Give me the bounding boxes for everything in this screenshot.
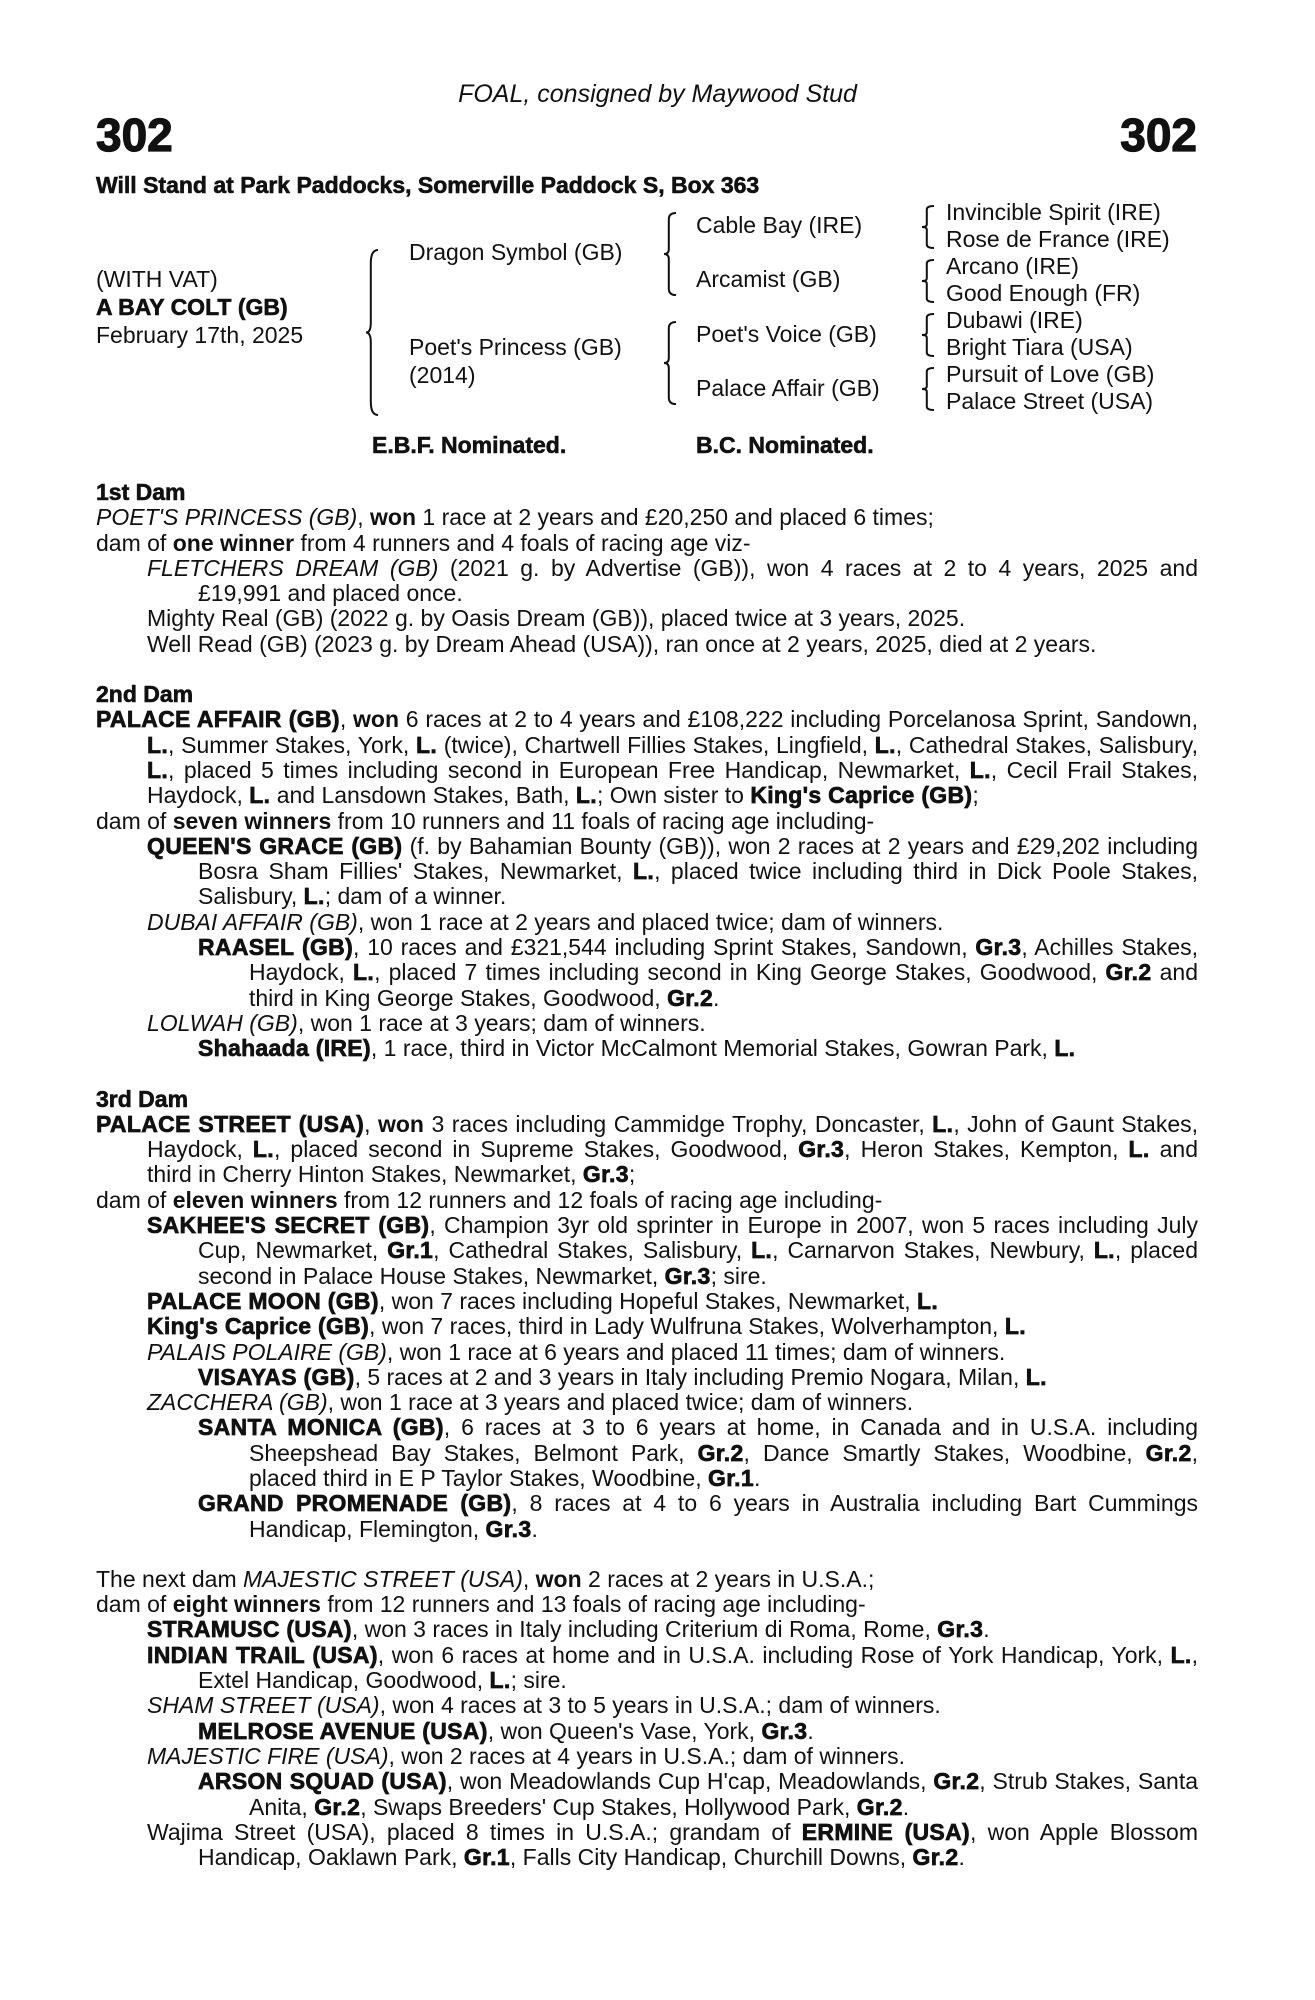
text-run: from 4 runners and 4 foals of racing age viz- [294,529,751,556]
pedigree-entry [96,1390,1198,1415]
bold-name: Gr.3 [975,934,1022,961]
dam-section [96,480,1198,657]
text-run: , Cathedral Stakes, Salisbury, [433,1237,752,1264]
italic-name: POET'S PRINCESS (GB) [96,504,358,531]
bold-name: L. [1054,1035,1076,1062]
text-run: from 10 runners and 11 foals of racing age including- [331,807,875,834]
third-generation-ancestor: Dubawi (IRE) [946,307,1083,333]
lot-number-left: 302 [96,109,173,161]
bold-name: Gr.2 [1105,959,1152,986]
text-run: dam of [96,1591,173,1618]
text-run: won [535,1565,582,1592]
text-run: , Achilles Stakes, Haydock, [249,934,1199,986]
bold-name: ERMINE (USA) [801,1818,970,1845]
text-run: , won 6 races at home and in U.S.A. including Rose of York Handicap, York, [377,1641,1171,1668]
bold-name: L. [249,782,271,809]
third-generation-ancestor: Rose de France (IRE) [946,226,1170,252]
text-run: (f. by Bahamian Bounty (GB)), won 2 races at 2 years and £29,202 including Bosra Sham Fillies' Stakes, Newmarket, [198,832,1198,885]
text-run: , won 7 races including Hopeful Stakes, Newmarket, [378,1287,918,1314]
pedigree-entry [96,1289,1198,1314]
text-run: , won 4 races at 3 to 5 years in U.S.A.; dam of winners. [379,1692,941,1719]
ebf-nominated: E.B.F. Nominated. [372,432,567,458]
bold-name: Gr.2 [856,1793,903,1820]
catalogue-page-body [96,480,1198,1870]
bold-name: L. [1093,1237,1115,1264]
italic-name: LOLWAH (GB) [147,1009,298,1036]
text-run: , 8 races at 4 to 6 years in Australia including Bart Cummings Handicap, Flemington, [249,1490,1198,1542]
text-run: , Champion 3yr old sprinter in Europe in 2007, won 5 races including July Cup, Newmarket, [198,1212,1198,1264]
text-run: , placed 7 times including second in King George Stakes, Goodwood, [374,959,1106,986]
bold-name: L. [489,1667,511,1694]
text-run: , Swaps Breeders' Cup Stakes, Hollywood Park, [360,1793,857,1820]
bold-name: GRAND PROMENADE (GB) [198,1490,512,1517]
pedigree-brace [366,250,378,415]
text-run: from 12 runners and 13 foals of racing age including- [320,1591,866,1618]
bold-name: Gr.2 [314,1793,361,1820]
pedigree-entry [96,1491,1198,1542]
text-run: . [753,1464,761,1491]
pedigree-entry [96,1365,1198,1390]
pedigree-entry [96,707,1198,808]
sire-dam: Arcamist (GB) [696,266,841,292]
text-run: , placed second in Supreme Stakes, Goodwood, [273,1136,799,1163]
bold-name: L. [575,782,597,809]
bold-name: Gr.1 [387,1237,434,1264]
bold-name: Gr.3 [798,1136,845,1163]
text-run: (twice), Chartwell Fillies Stakes, Lingfield, [437,731,875,758]
section-heading: 3rd Dam [96,1085,189,1112]
bold-name: L. [303,883,325,910]
bold-name: QUEEN'S GRACE (GB) [147,832,403,859]
bold-name: Gr.2 [1145,1439,1192,1466]
text-run: , won Apple Blossom Handicap, Oaklawn Park, [198,1818,1198,1871]
pedigree-entry [96,935,1198,1011]
dam: Poet's Princess (GB) [409,334,622,360]
text-run: eleven winners [172,1186,338,1213]
pedigree-entry [96,1415,1198,1491]
pedigree-entry [96,1643,1198,1694]
text-run: , Summer Stakes, York, [168,731,416,758]
bold-name: SANTA MONICA (GB) [198,1414,444,1441]
italic-name: DUBAI AFFAIR (GB) [147,908,358,935]
text-run: ; sire. [710,1262,767,1289]
text-run: 1 race at 2 years and £20,250 and placed 6 times; [416,504,934,531]
pedigree-entry [96,834,1198,910]
text-run: Mighty Real (GB) (2022 g. by Oasis Dream (GB)), placed twice at 3 years, 2025. [147,605,966,632]
bold-name: Gr.3 [664,1262,711,1289]
text-run: won [370,504,417,531]
bold-name: Gr.2 [933,1768,980,1795]
text-run: ; [972,782,979,809]
bold-name: Gr.3 [937,1616,984,1643]
bold-name: L. [252,1136,274,1163]
section-heading: 2nd Dam [96,681,194,708]
third-generation-ancestor: Good Enough (FR) [946,280,1141,306]
text-run: , John of Gaunt Stakes, Haydock, [147,1110,1199,1163]
text-run: seven winners [172,807,332,834]
pedigree-entry [96,1112,1198,1188]
bold-name: Gr.3 [485,1515,532,1542]
text-run: , won 2 races at 4 years in U.S.A.; dam of winners. [388,1742,905,1769]
pedigree-entry [96,531,1198,556]
dam-sire: Poet's Voice (GB) [696,321,877,347]
bold-name: Gr.2 [912,1844,959,1871]
bold-name: L. [1025,1363,1047,1390]
bold-name: STRAMUSC (USA) [147,1616,352,1643]
text-run: one winner [172,529,295,556]
text-run: 6 races at 2 to 4 years and £108,222 including Porcelanosa Sprint, Sandown, [399,706,1198,733]
bold-name: L. [1128,1136,1150,1163]
bold-name: L. [932,1110,954,1137]
text-run: . [713,984,720,1011]
bold-name: Gr.1 [463,1844,510,1871]
text-run: , won Meadowlands Cup H'cap, Meadowlands, [446,1768,934,1795]
text-run: ; [628,1161,636,1188]
third-generation-ancestor: Arcano (IRE) [946,253,1079,279]
italic-name: MAJESTIC STREET (USA) [243,1565,523,1592]
bold-name: PALACE STREET (USA) [96,1110,365,1137]
text-run: , [339,706,353,733]
bold-name: L. [969,756,991,783]
bold-name: Gr.2 [697,1439,744,1466]
text-run: , [364,1110,378,1137]
third-generation-ancestor: Invincible Spirit (IRE) [946,199,1161,225]
text-run: , won 7 races, third in Lady Wulfruna Stakes, Wolverhampton, [369,1313,1005,1340]
dam-year: (2014) [409,362,476,388]
consignor-line: FOAL, consigned by Maywood Stud [458,80,857,108]
text-run: , won 1 race at 3 years and placed twice; dam of winners. [327,1389,914,1416]
pedigree-entry [96,1769,1198,1820]
bold-name: L. [874,731,896,758]
text-run: , Cathedral Stakes, Salisbury, [895,731,1198,758]
text-run: . [807,1717,814,1744]
bold-name: ARSON SQUAD (USA) [198,1768,447,1795]
pedigree-entry [96,1011,1198,1036]
section-heading: 1st Dam [96,479,186,505]
text-run: , won 1 race at 3 years; dam of winners. [297,1009,706,1036]
bold-name: King's Caprice (GB) [750,782,973,809]
italic-name: FLETCHERS DREAM (GB) [147,554,439,581]
text-run: from 12 runners and 12 foals of racing age including- [337,1186,883,1213]
text-run: and third in King George Stakes, Goodwood, [249,959,1199,1011]
text-run: , Carnarvon Stakes, Newbury, [772,1237,1094,1264]
text-run: , 5 races at 2 and 3 years in Italy including Premio Nogara, Milan, [354,1363,1026,1390]
pedigree-brace [664,213,676,295]
bold-name: SAKHEE'S SECRET (GB) [147,1212,430,1239]
bold-name: PALACE MOON (GB) [147,1287,379,1314]
bold-name: Shahaada (IRE) [198,1035,371,1062]
sire-sire: Cable Bay (IRE) [696,212,863,238]
italic-name: MAJESTIC FIRE (USA) [147,1742,389,1769]
sire: Dragon Symbol (GB) [409,239,623,265]
text-run: , 6 races at 3 to 6 years at home, in Canada and in U.S.A. including Sheepshead Bay Stakes, Belmont Park, [249,1414,1198,1466]
pedigree-entry [96,556,1198,607]
pedigree-entry [96,1820,1198,1871]
pedigree-brace [922,260,934,302]
text-run: (2021 g. by Advertise (GB)), won 4 races at 2 to 4 years, 2025 and £19,991 and placed once. [198,554,1198,607]
dam-dam: Palace Affair (GB) [696,375,880,401]
text-run: 2 races at 2 years in U.S.A.; [581,1565,875,1592]
lot-number-right: 302 [1120,109,1197,161]
pedigree-brace [664,322,676,404]
third-generation-ancestor: Palace Street (USA) [946,388,1154,414]
bold-name: L. [147,731,169,758]
bold-name: L. [1004,1313,1026,1340]
bold-name: Gr.3 [761,1717,808,1744]
text-run: , placed second in Palace House Stakes, Newmarket, [198,1237,1198,1289]
text-run: , won Queen's Vase, York, [487,1717,762,1744]
pedigree-entry [96,1188,1198,1213]
text-run: , [522,1565,536,1592]
bold-name: Gr.1 [708,1464,754,1491]
pedigree-entry [96,1036,1198,1061]
bold-name: VISAYAS (GB) [198,1363,355,1390]
pedigree-brace [922,314,934,356]
text-run: won [353,706,399,733]
bold-name: MELROSE AVENUE (USA) [198,1717,488,1744]
text-run: , Heron Stakes, Kempton, [844,1136,1129,1163]
pedigree-entry [96,1693,1198,1718]
text-run: , Falls City Handicap, Churchill Downs, [509,1844,913,1871]
text-run: dam of [96,807,173,834]
pedigree-entry [96,1719,1198,1744]
third-generation-ancestor: Pursuit of Love (GB) [946,361,1155,387]
text-run: , Strub Stakes, Santa Anita, [249,1768,1198,1820]
pedigree-brace [922,368,934,410]
italic-name: SHAM STREET (USA) [147,1692,380,1719]
pedigree-entry [96,1314,1198,1339]
bold-name: L. [415,731,438,758]
pedigree-entry [96,1592,1198,1617]
text-run: ; sire. [510,1667,567,1694]
bold-name: RAASEL (GB) [198,934,354,961]
pedigree-entry [96,809,1198,834]
bold-name: L. [353,959,375,986]
text-run: The next dam [96,1565,244,1592]
text-run: . [958,1844,965,1871]
text-run: Wajima Street (USA), placed 8 times in U.S.A.; grandam of [147,1818,802,1845]
text-run: , won 1 race at 6 years and placed 11 times; dam of winners. [386,1338,1006,1365]
stabling-location: Will Stand at Park Paddocks, Somerville Paddock S, Box 363 [96,172,760,198]
text-run: 3 races including Cammidge Trophy, Doncaster, [423,1110,933,1137]
pedigree-entry [96,632,1198,657]
bold-name: L. [633,858,655,885]
bold-name: L. [1170,1641,1192,1668]
text-run: . [902,1793,910,1820]
text-run: and Lansdown Stakes, Bath, [270,782,576,809]
italic-name: PALAIS POLAIRE (GB) [147,1338,387,1365]
text-run: , Cecil Frail Stakes, Haydock, [147,756,1198,809]
bold-name: L. [147,756,169,783]
text-run: , 10 races and £321,544 including Sprint Stakes, Sandown, [353,934,976,961]
text-run: eight winners [172,1591,321,1618]
bold-name: King's Caprice (GB) [147,1313,370,1340]
dam-section [96,1567,1198,1871]
bc-nominated: B.C. Nominated. [696,432,874,458]
lot-name: A BAY COLT (GB) [96,294,288,320]
text-run: , 1 race, third in Victor McCalmont Memorial Stakes, Gowran Park, [370,1035,1055,1062]
text-run: , placed 5 times including second in European Free Handicap, Newmarket, [168,756,970,783]
italic-name: ZACCHERA (GB) [147,1389,328,1416]
text-run: , Extel Handicap, Goodwood, [198,1641,1198,1694]
bold-name: Gr.3 [582,1161,629,1188]
pedigree-entry [96,1617,1198,1642]
bold-name: L. [751,1237,773,1264]
text-run: , Dance Smartly Stakes, Woodbine, [743,1439,1146,1466]
foaling-date: February 17th, 2025 [96,322,304,348]
pedigree-entry [96,505,1198,530]
pedigree-entry [96,606,1198,631]
text-run: , won 1 race at 2 years and placed twice; dam of winners. [357,908,944,935]
pedigree-entry [96,910,1198,935]
vat-note: (WITH VAT) [96,266,218,292]
text-run: dam of [96,1186,173,1213]
pedigree-entry [96,1567,1198,1592]
pedigree-brace [922,206,934,248]
bold-name: Gr.2 [667,984,714,1011]
text-run: dam of [96,529,173,556]
text-run: . [531,1515,538,1542]
bold-name: PALACE AFFAIR (GB) [96,706,340,733]
text-run: and third in Cherry Hinton Stakes, Newmarket, [147,1136,1198,1188]
pedigree-entry [96,1744,1198,1769]
pedigree-entry [96,1213,1198,1289]
text-run: ; dam of a winner. [324,883,507,910]
text-run: , won 3 races in Italy including Criterium di Roma, Rome, [351,1616,938,1643]
dam-section [96,682,1198,1061]
third-generation-ancestor: Bright Tiara (USA) [946,334,1133,360]
text-run: . [983,1616,990,1643]
pedigree-entry [96,1340,1198,1365]
text-run: , placed twice including third in Dick Poole Stakes, Salisbury, [198,858,1198,910]
bold-name: INDIAN TRAIL (USA) [147,1641,378,1668]
bold-name: L. [917,1287,939,1314]
text-run: Well Read (GB) (2023 g. by Dream Ahead (USA)), ran once at 2 years, 2025, died at 2 years. [147,630,1097,657]
text-run: ; Own sister to [596,782,751,809]
text-run: , [357,504,371,531]
text-run: , placed third in E P Taylor Stakes, Woodbine, [249,1439,1198,1491]
dam-section [96,1087,1198,1542]
text-run: won [377,1110,424,1137]
